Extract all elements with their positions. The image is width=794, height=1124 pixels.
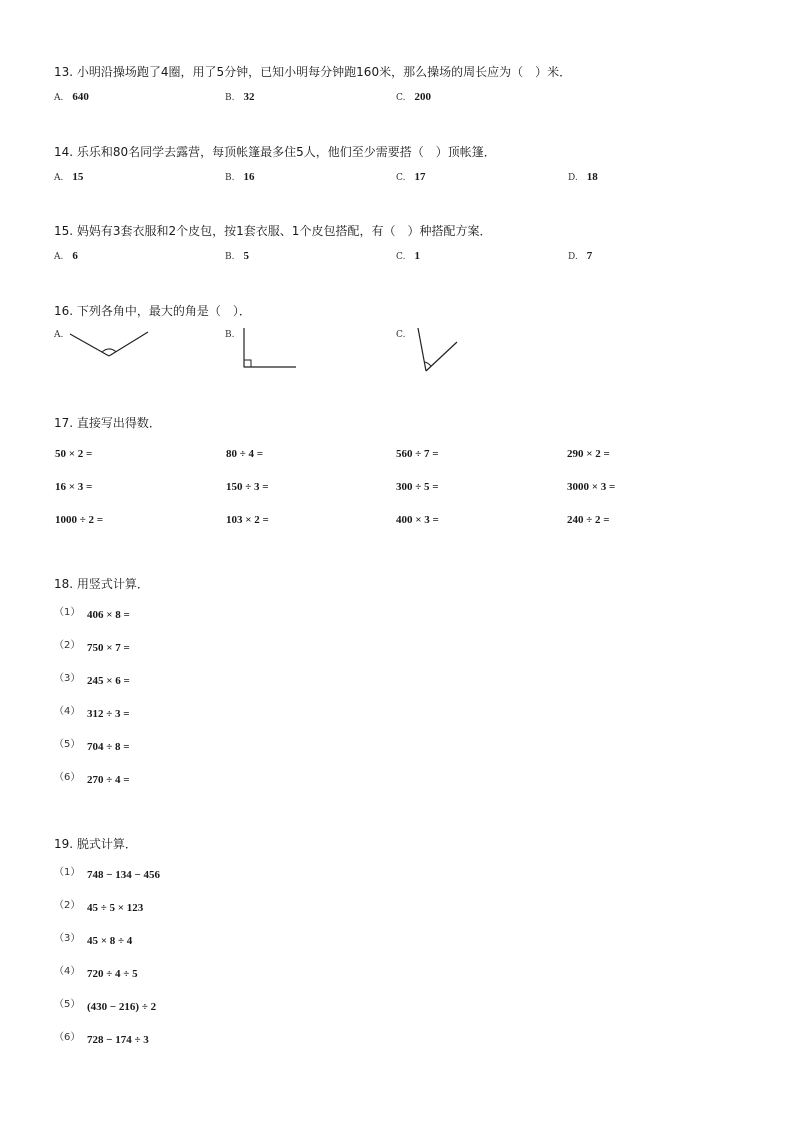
option-value: 18 <box>586 171 598 183</box>
option-label: A. <box>54 173 64 183</box>
item-number: （2） <box>54 640 81 651</box>
calc-item: 400 × 3 = <box>396 514 439 526</box>
item-number: （1） <box>54 607 81 618</box>
question-18-stem: 18. 用竖式计算． <box>54 577 149 591</box>
option-value: 1 <box>414 250 420 262</box>
option-value: 5 <box>243 250 249 262</box>
option-value: 640 <box>72 91 89 103</box>
option-c-label[interactable]: C. <box>396 330 406 340</box>
option-b[interactable] <box>225 249 249 262</box>
option-b[interactable] <box>225 170 254 183</box>
option-a[interactable] <box>54 249 78 262</box>
item-expression: 750 × 7 = <box>87 642 130 654</box>
calc-item: 3000 × 3 = <box>567 481 616 493</box>
option-label: B. <box>225 93 235 103</box>
option-value: 7 <box>586 250 593 262</box>
calc-item: 240 ÷ 2 = <box>567 514 610 526</box>
calc-item: 150 ÷ 3 = <box>226 481 269 493</box>
option-b-label[interactable]: B. <box>225 330 235 340</box>
question-19-stem: 19. 脱式计算． <box>54 837 137 851</box>
option-value: 32 <box>243 91 255 103</box>
item-number: （5） <box>54 999 81 1010</box>
option-c[interactable] <box>396 249 420 262</box>
acute-angle-figure[interactable] <box>414 326 460 374</box>
calc-item: 50 × 2 = <box>55 448 93 460</box>
option-label: D. <box>568 173 578 183</box>
calc-item: 290 × 2 = <box>567 448 610 460</box>
option-d[interactable] <box>568 170 598 183</box>
question-15-stem: 15. 妈妈有3套衣服和2个皮包，按1套衣服、1个皮包搭配，有（ ）种搭配方案． <box>54 224 492 238</box>
option-label: D. <box>568 252 578 262</box>
option-b[interactable] <box>225 90 254 103</box>
item-expression: 704 ÷ 8 = <box>87 741 130 753</box>
item-expression: 45 ÷ 5 × 123 <box>87 902 144 914</box>
item-number: （5） <box>54 739 81 750</box>
item-expression: (430 − 216) ÷ 2 <box>87 1001 157 1013</box>
question-13-options <box>0 90 794 106</box>
question-16-stem: 16. 下列各角中，最大的角是（ ）． <box>54 304 251 318</box>
option-label: C. <box>396 93 406 103</box>
item-number: （1） <box>54 867 81 878</box>
option-c[interactable] <box>396 90 431 103</box>
option-value: 17 <box>414 171 426 183</box>
option-label: C. <box>396 252 406 262</box>
question-13-stem: 13. 小明沿操场跑了4圈，用了5分钟，已知小明每分钟跑160米，那么操场的周长应为（ ）米． <box>54 65 572 79</box>
item-expression: 270 ÷ 4 = <box>87 774 130 786</box>
option-a[interactable] <box>54 90 89 103</box>
question-15-options <box>0 249 794 265</box>
item-expression: 312 ÷ 3 = <box>87 708 130 720</box>
option-label: B. <box>225 252 235 262</box>
option-value: 6 <box>72 250 78 262</box>
question-14-stem: 14. 乐乐和80名同学去露营，每顶帐篷最多住5人，他们至少需要搭（ ）顶帐篷． <box>54 145 496 159</box>
item-number: （2） <box>54 900 81 911</box>
item-expression: 245 × 6 = <box>87 675 130 687</box>
item-number: （4） <box>54 966 81 977</box>
item-expression: 45 × 8 ÷ 4 <box>87 935 133 947</box>
item-expression: 406 × 8 = <box>87 609 130 621</box>
question-14-options <box>0 170 794 186</box>
question-17-stem: 17. 直接写出得数． <box>54 416 161 430</box>
calc-item: 103 × 2 = <box>226 514 269 526</box>
calc-item: 16 × 3 = <box>55 481 93 493</box>
option-label: A. <box>54 93 64 103</box>
option-a[interactable] <box>54 170 83 183</box>
option-value: 15 <box>72 171 84 183</box>
obtuse-angle-figure[interactable] <box>68 328 152 362</box>
calc-item: 560 ÷ 7 = <box>396 448 439 460</box>
item-number: （4） <box>54 706 81 717</box>
item-expression: 720 ÷ 4 ÷ 5 <box>87 968 138 980</box>
option-c[interactable] <box>396 170 425 183</box>
option-label: C. <box>396 173 406 183</box>
calc-item: 300 ÷ 5 = <box>396 481 439 493</box>
item-number: （6） <box>54 1032 81 1043</box>
calc-item: 80 ÷ 4 = <box>226 448 264 460</box>
item-number: （6） <box>54 772 81 783</box>
item-number: （3） <box>54 933 81 944</box>
option-d[interactable] <box>568 249 592 262</box>
option-label: A. <box>54 252 64 262</box>
option-a-label[interactable]: A. <box>54 330 64 340</box>
item-number: （3） <box>54 673 81 684</box>
calc-item: 1000 ÷ 2 = <box>55 514 104 526</box>
item-expression: 728 − 174 ÷ 3 <box>87 1034 149 1046</box>
option-value: 200 <box>414 91 431 103</box>
item-expression: 748 − 134 − 456 <box>87 869 161 881</box>
option-label: B. <box>225 173 235 183</box>
option-value: 16 <box>243 171 255 183</box>
right-angle-figure[interactable] <box>240 326 300 370</box>
